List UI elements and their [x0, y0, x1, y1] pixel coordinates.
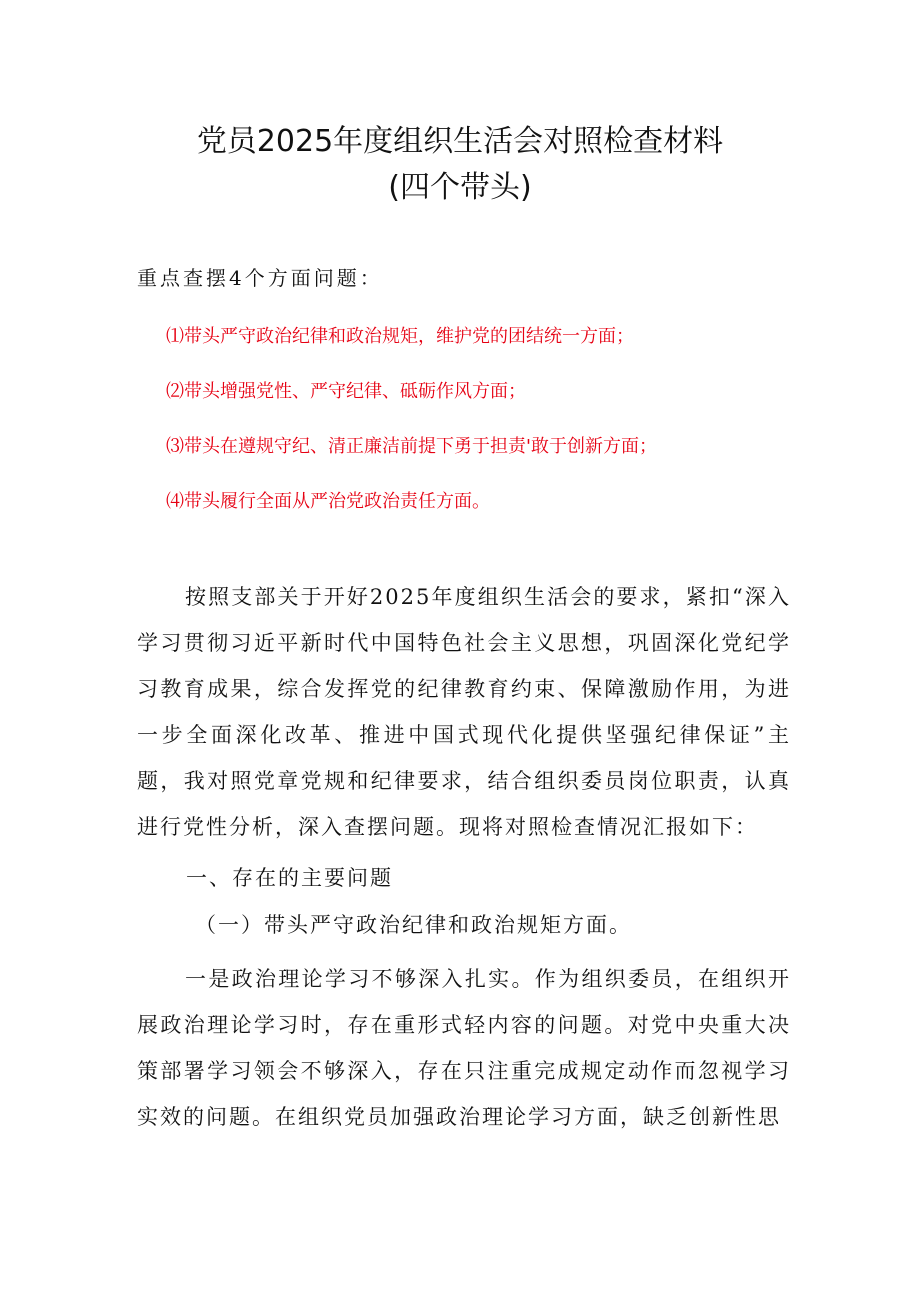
intro-paragraph: 按照支部关于开好2025年度组织生活会的要求，紧扣“深入学习贯彻习近平新时代中国特色社会主义思想，巩固深化党纪学习教育成果，综合发挥党的纪律教育约束、保障激励作用，为进一步全面深化改革、推进中国式现代化提供坚强纪律保证”主题，我对照党章党规和纪律要求，结合组织委员岗位职责，认真进行党性分析，深入查摆问题。现将对照检查情况汇报如下： [137, 585, 791, 839]
document-subtitle: (四个带头) [388, 170, 532, 205]
focus-item: ⑴带头严守政治纪律和政治规矩，维护党的团结统一方面； [166, 326, 634, 347]
section-heading: 一、存在的主要问题 [186, 866, 393, 890]
focus-item: ⑷带头履行全面从严治党政治责任方面。 [166, 491, 490, 512]
focus-item: ⑶带头在遵规守纪、清正廉洁前提下勇于担责'敢于创新方面； [166, 436, 657, 457]
subsection-heading: （一）带头严守政治纪律和政治规矩方面。 [195, 913, 632, 937]
document-title: 党员2025年度组织生活会对照检查材料 [196, 124, 724, 159]
focus-heading: 重点查摆4个方面问题： [137, 266, 383, 290]
issue-paragraph: 一是政治理论学习不够深入扎实。作为组织委员，在组织开展政治理论学习时，存在重形式轻内容的问题。对党中央重大决策部署学习领会不够深入，存在只注重完成规定动作而忽视学习实效的问题。在组织党员加强政治理论学习方面，缺乏创新性思 [137, 967, 791, 1129]
focus-item: ⑵带头增强党性、严守纪律、砥砺作风方面； [166, 381, 526, 402]
